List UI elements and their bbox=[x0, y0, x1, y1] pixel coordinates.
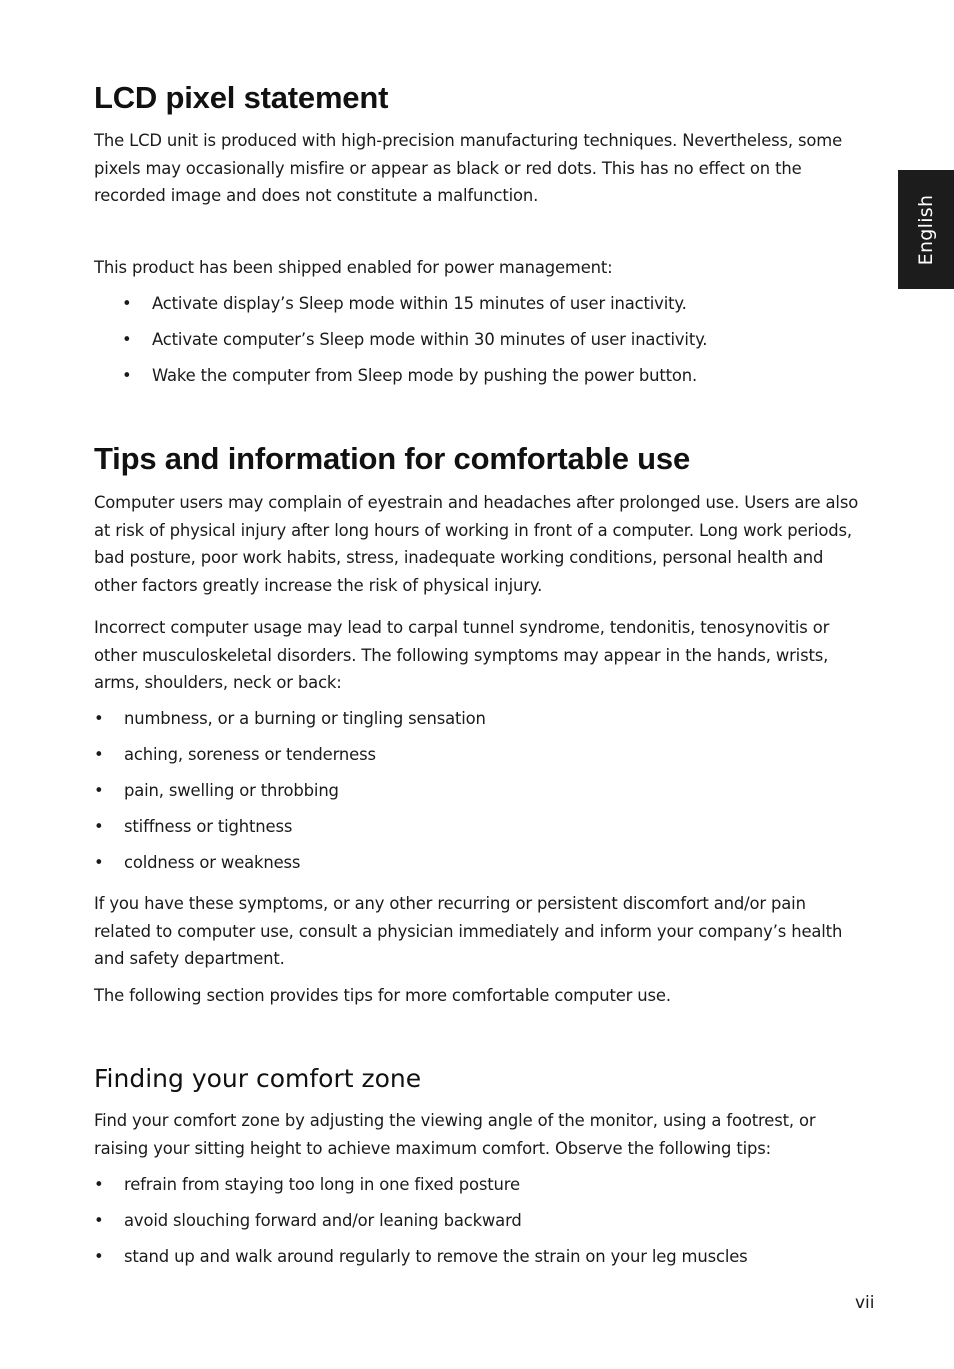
lcd-pixel-paragraph: The LCD unit is produced with high-precision manufacturing techniques. Nevertheless, some pixels may occasionally misfire or appear as black or red dots. This has no effect on the recorded image and does not constitute a malfunction. bbox=[94, 131, 843, 205]
list-item: • aching, soreness or tenderness bbox=[94, 741, 486, 769]
comfort-tips-list bbox=[94, 1171, 748, 1279]
bullet-icon: • bbox=[122, 294, 132, 313]
page-number: vii bbox=[855, 1293, 875, 1313]
list-item: • stiffness or tightness bbox=[94, 813, 486, 841]
tips-paragraph-3: If you have these symptoms, or any other recurring or persistent discomfort and/or pain related to computer use, consult a physician immediately and inform your company’s health and safety department. bbox=[94, 894, 843, 968]
bullet-icon: • bbox=[94, 853, 104, 872]
power-management-list bbox=[94, 290, 707, 398]
list-item: • Activate computer’s Sleep mode within 30 minutes of user inactivity. bbox=[94, 326, 707, 354]
list-item: • Wake the computer from Sleep mode by pushing the power button. bbox=[94, 362, 707, 390]
tips-paragraph-4: The following section provides tips for more comfortable computer use. bbox=[94, 986, 671, 1005]
bullet-icon: • bbox=[94, 709, 104, 728]
comfort-zone-paragraph: Find your comfort zone by adjusting the viewing angle of the monitor, using a footrest, or raising your sitting height to achieve maximum comfort. Observe the following tips: bbox=[94, 1111, 816, 1158]
bullet-icon: • bbox=[94, 1175, 104, 1194]
tips-paragraph-1: Computer users may complain of eyestrain and headaches after prolonged use. Users are also at risk of physical injury after long hours of working in front of a computer. Long work periods, bad posture, poor work habits, stress, inadequate working conditions, personal health and other factors greatly increase the risk of physical injury. bbox=[94, 493, 859, 595]
bullet-icon: • bbox=[94, 817, 104, 836]
bullet-icon: • bbox=[122, 366, 132, 385]
tips-heading: Tips and information for comfortable use bbox=[94, 441, 690, 476]
language-tab bbox=[898, 170, 954, 289]
lcd-pixel-statement-heading: LCD pixel statement bbox=[94, 80, 389, 115]
bullet-icon: • bbox=[94, 745, 104, 764]
list-item: • coldness or weakness bbox=[94, 849, 486, 877]
list-item: • refrain from staying too long in one fixed posture bbox=[94, 1171, 748, 1199]
bullet-icon: • bbox=[94, 1247, 104, 1266]
list-item: • Activate display’s Sleep mode within 15 minutes of user inactivity. bbox=[94, 290, 707, 318]
power-management-intro: This product has been shipped enabled for power management: bbox=[94, 258, 613, 277]
bullet-icon: • bbox=[122, 330, 132, 349]
tips-paragraph-2: Incorrect computer usage may lead to carpal tunnel syndrome, tendonitis, tenosynovitis or other musculoskeletal disorders. The following symptoms may appear in the hands, wrists, arms, shoulders, neck or back: bbox=[94, 618, 830, 692]
list-item: • avoid slouching forward and/or leaning backward bbox=[94, 1207, 748, 1235]
list-item: • pain, swelling or throbbing bbox=[94, 777, 486, 805]
list-item: • numbness, or a burning or tingling sensation bbox=[94, 705, 486, 733]
comfort-zone-heading: Finding your comfort zone bbox=[94, 1064, 422, 1093]
bullet-icon: • bbox=[94, 1211, 104, 1230]
list-item: • stand up and walk around regularly to remove the strain on your leg muscles bbox=[94, 1243, 748, 1271]
language-tab-label: English bbox=[915, 194, 937, 265]
symptoms-list bbox=[94, 705, 486, 885]
bullet-icon: • bbox=[94, 781, 104, 800]
